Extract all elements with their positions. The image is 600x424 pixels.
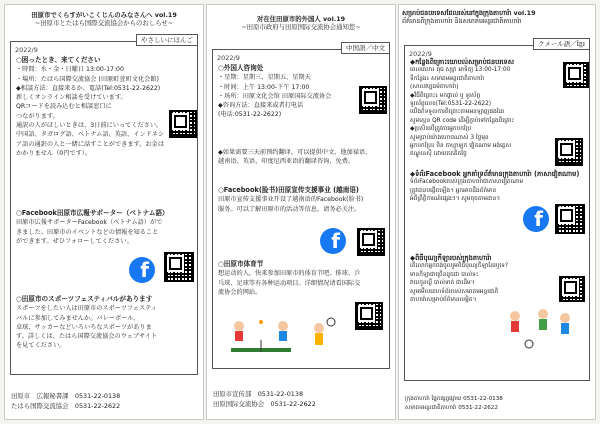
japanese-content-box [10,36,198,375]
issue-date: 2022/9 [15,46,38,54]
issue-date: 2022/9 [217,54,240,62]
issue-date: 2022/9 [409,50,432,58]
text-line: យើងក៏ទទួលការពិគ្រោះតាមអនឡាញផងដែរ [410,109,505,116]
contact-line: 田原市宣传部 0531-22-0138 [213,390,304,398]
text-line: ・时间：上午 13:00-下午 17:00 [218,83,310,91]
japanese-header [8,11,200,27]
text-line: つながります。 [16,112,59,120]
section-title: ○外国人咨询处 [218,64,264,72]
section-consultation [16,56,164,158]
section-title: ○困ったとき、来てください [16,56,101,64]
chinese-footer [213,389,316,409]
qr-code-icon[interactable] [169,110,197,138]
section-consultation [218,64,331,120]
text-line: 田原市広報サポーターFacebook（ベトナム語）がで [16,219,163,227]
section-title: ◆ទំព័រFacebook អ្នកគាំទ្រព័ត៌មានក្រុងតាហារ៉ា (ភាសាវៀតណាម) [410,170,580,178]
text-line: 越南语、英语、印度尼西亚语的翻译咨询，免费。 [218,158,355,166]
text-line: きました。田原市のイベントなどの情報を知ること [16,228,159,236]
text-line: (សាលវប្បធម៌តាហារ៉ា) [410,84,459,91]
language-tag: やさしいにほんご [136,34,198,46]
text-line: វាយកូនឃ្លី បាល់ទាត់ ជាដើម។ [410,280,475,287]
text-line: 通訳の人がほしいときは、3日前にいってください。 [16,122,163,130]
text-line: ពេលវេលា៖ ពុធ សុក្រ អាទិត្យ 13:00-17:00 [410,67,511,74]
text-line: ◆如果需要三天前预约翻译，可以提供中文、他加禄语、 [218,149,372,156]
contact-line: សមាគមអន្តរជាតិតាហារ៉ា 0531-22-2622 [405,405,498,411]
qr-code-icon[interactable] [355,302,383,330]
sports-illustration [223,312,343,368]
language-tag: クメール語／ខ្មែរ [533,38,590,50]
section-title: ○Facebook(脸书)田原宣传支援事业 (越南语) [218,186,359,194]
section-sports [410,254,508,304]
text-line: ត្រូវបានបង្កើតឡើង។ អ្នកអាចដឹងព័ត៌មាន [410,187,497,194]
text-line: សូមមើលគេហទំព័ររបស់សមាគមអន្តរជាតិ [410,288,499,295]
qr-code-icon[interactable] [559,276,585,302]
section-facebook [218,186,363,214]
text-line: 乓球、足球等有各种运动项目。详细情况请看国际交 [218,279,361,287]
text-line: 田原市宣传支援事业开设了越南语的Facebook(脸书) [218,196,364,204]
japanese-panel [4,4,204,420]
khmer-header-line2: ព័ត៌មានពីក្រុងតាហារ៉ា និងសមាគមអន្តរជាតិតាហារ៉ា [402,17,522,25]
language-tag: 中国語／中文 [341,42,390,54]
section-title: ○田原市体育节 [218,260,264,268]
text-line: ឥណ្ឌូនេស៊ី ដោយឥតគិតថ្លៃ [410,151,467,158]
chinese-header-line2: ~田原市政府与田原国际交流协会通知您~ [241,23,361,31]
text-line: バルに参加してみませんか。バレーボール、 [16,314,140,322]
section-title: ◆ពិធីបុណ្យកីឡារបស់ក្រុងតាហារ៉ា [410,254,492,262]
section-title: ◆កន្លែងពិគ្រោះយោបល់សម្រាប់ជនបរទេស [410,58,514,66]
text-line: ア語の通訳の人と一緒に話すことができます。お金は [16,140,165,148]
qr-code-icon[interactable] [164,252,194,282]
text-line: ◆វិធីពិគ្រោះ៖ មកផ្ទាល់ ឬ ទូរស័ព្ទ [410,92,481,99]
text-line: ができます。ぜひフォローしてください。 [16,237,133,245]
text-line: ◆相談方法：直接来るか、電話(Tel:0531-22-2622) [16,84,161,92]
text-line: មានកីឡាជាច្រើនដូចជា បាល់ទះ [410,271,479,278]
facebook-icon[interactable]: f [523,206,549,232]
section-title: ○田原市のスポーツフェスティバルがあります [16,295,153,303]
text-line: ◆咨询方法：直接来或者打电话 [218,102,304,110]
text-line: を見てください。 [16,342,66,350]
text-line: សូមស្កេន QR code ដើម្បីភ្ជាប់ទៅកន្លែងពិគ្រោះ [410,117,515,124]
qr-code-icon[interactable] [555,138,583,166]
text-line: ・時間：水・金・日曜日 13:00-17:00 [16,66,124,74]
section-sports [16,295,157,351]
contact-line: たはら国際交流協会 0531-22-2622 [11,402,121,410]
facebook-icon[interactable]: f [129,257,155,283]
text-line: 中国語、タガログ語、ベトナム語、英語、インドネシ [16,131,165,139]
text-line: ・場所：たはら国際交流協会 (田原町萱町文化会館) [16,75,159,83]
text-line: 卓球、サッカーなどいろいろなスポーツがありま [16,323,152,331]
chinese-header [210,15,392,31]
text-line: QRコードを読み込むと相談窓口に [16,103,112,111]
japanese-footer [11,391,120,411]
contact-line: 田原市 広報秘書課 0531-22-0138 [11,392,121,400]
chinese-content-box [212,44,390,369]
khmer-content-box [404,40,590,381]
qr-code-icon[interactable] [555,204,585,234]
khmer-header [402,9,592,25]
text-line: ・星期：星期三、星期五、星期天 [218,74,311,82]
text-line: ទំព័រFacebookរបស់ក្រុងតាហារ៉ាជាភាសាវៀតណាម [410,179,524,186]
text-line: 流协会的网站。 [218,288,262,296]
text-line: ទូរស័ព្ទលេខ(Tel:0531-22-2622) [410,101,492,108]
text-line: 想运动的人，快来参加田原市的体育节吧。排球、乒 [218,270,361,278]
section-interpreter [218,148,371,167]
text-line: スポーツをしたい人は田原市のスポーツフェスティ [16,305,157,313]
text-line: ・场所：田原文化会馆 田原国际交流协会 [218,92,332,100]
section-consultation [410,58,514,159]
khmer-panel [398,4,596,420]
text-line: អំពីព្រឹត្តិការណ៍ផ្សេងៗ។ សូមចុចតាមដាន។ [410,196,501,203]
text-line: តើលោកអ្នកចង់ចូលរួមពិធីបុណ្យកីឡាដែរឬទេ? [410,263,509,270]
contact-line: ក្រុងតាហារ៉ា ផ្នែកផ្សព្វផ្សាយ 0531-22-0138 [405,396,503,402]
section-sports [218,260,360,297]
text-line: សូមប្រាប់យ៉ាងហោចណាស់ 3 ថ្ងៃមុន [410,134,489,141]
text-line: អ្នកបកប្រែ៖ ចិន តាហ្គាឡុក វៀតណាម អង់គ្លេស [410,143,512,150]
qr-code-icon[interactable] [563,62,589,88]
qr-code-icon[interactable] [359,86,387,114]
khmer-header-line1: សម្រាប់ជនបរទេសដែលរស់នៅក្នុងក្រុងតាហារ៉ា vol.19 [402,9,536,17]
qr-code-icon[interactable] [357,228,385,256]
text-line: かかりません（0円です）。 [16,149,92,157]
chinese-panel [206,4,396,420]
khmer-footer [405,395,503,413]
text-line: す。詳しくは、たはら国際交流協会のウェブサイト [16,333,158,341]
text-line: 服务。可以了解田原市的活动等信息，请务必关注。 [218,205,361,213]
chinese-header-line1: 对在住田原市的外国人 vol.19 [256,15,346,23]
contact-line: 田原国际交流协会 0531-22-2622 [213,400,316,408]
text-line: តាហារ៉ាសម្រាប់ព័ត៌មានលម្អិត។ [410,297,477,304]
text-line: ទីកន្លែង៖ សមាគមអន្តរជាតិតាហារ៉ា [410,75,485,82]
facebook-icon[interactable]: f [320,228,346,254]
sports-illustration [495,304,585,356]
section-facebook [16,209,169,246]
text-line: (电话:0531-22-2622) [218,111,282,119]
japanese-header-line2: ~田原市とたはら国際交流協会からのおしらせ~ [34,19,174,27]
japanese-header-line1: 田原市でくらすがいこくじんのみなさんへ vol.19 [31,11,177,19]
text-line: 新しくオンライン相談を受けています。 [16,94,127,102]
section-title: ○Facebook田原市広報サポーター（ベトナム語） [16,209,169,217]
text-line: ◆ប្រសិនបើត្រូវការអ្នកបកប្រែ [410,126,472,133]
section-facebook [410,170,579,204]
